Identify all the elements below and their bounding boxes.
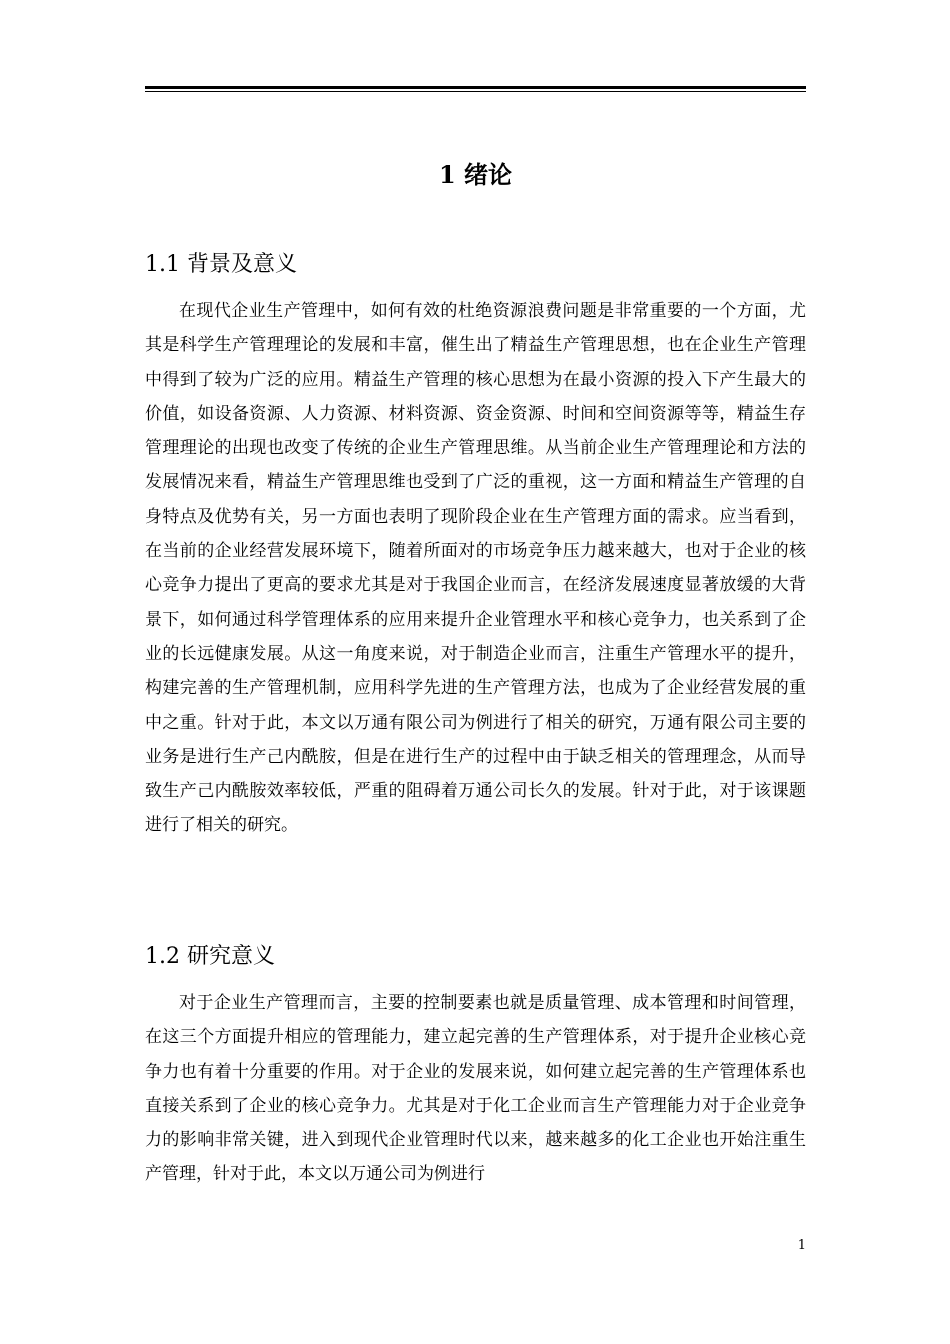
section-paragraph-significance: 对于企业生产管理而言，主要的控制要素也就是质量管理、成本管理和时间管理，在这三个方面提升相应的管理能力，建立起完善的生产管理体系，对于提升企业核心竞争力也有着十分重要的作用。对于企业的发展来说，如何建立起完善的生产管理体系也直接关系到了企业的核心竞争力。尤其是对于化工企业而言生产管理能力对于企业竞争力的影响非常关键，进入到现代企业管理时代以来，越来越多的化工企业也开始注重生产管理，针对于此，本文以万通公司为例进行 xyxy=(145,993,806,1185)
header-rule-thin xyxy=(145,91,806,92)
page-number: 1 xyxy=(797,1238,806,1253)
section-heading-background: 1.1 背景及意义 xyxy=(145,252,297,277)
chapter-title: 1 绪论 xyxy=(438,160,513,189)
section-heading-significance: 1.2 研究意义 xyxy=(145,944,275,969)
section-paragraph-background: 在现代企业生产管理中，如何有效的杜绝资源浪费问题是非常重要的一个方面，尤其是科学生产管理理论的发展和丰富，催生出了精益生产管理思想，也在企业生产管理中得到了较为广泛的应用。精益生产管理的核心思想为在最小资源的投入下产生最大的价值，如设备资源、人力资源、材料资源、资金资源、时间和空间资源等等，精益生存管理理论的出现也改变了传统的企业生产管理思维。从当前企业生产管理理论和方法的发展情况来看，精益生产管理思维也受到了广泛的重视，这一方面和精益生产管理的自身特点及优势有关，另一方面也表明了现阶段企业在生产管理方面的需求。应当看到，在当前的企业经营发展环境下，随着所面对的市场竞争压力越来越大，也对于企业的核心竞争力提出了更高的要求尤其是对于我国企业而言，在经济发展速度显著放缓的大背景下，如何通过科学管理体系的应用来提升企业管理水平和核心竞争力，也关系到了企业的长远健康发展。从这一角度来说，对于制造企业而言，注重生产管理水平的提升，构建完善的生产管理机制，应用科学先进的生产管理方法，也成为了企业经营发展的重中之重。针对于此，本文以万通有限公司为例进行了相关的研究，万通有限公司主要的业务是进行生产己内酰胺，但是在进行生产的过程中由于缺乏相关的管理理念，从而导致生产己内酰胺效率较低，严重的阻碍着万通公司长久的发展。针对于此，对于该课题进行了相关的研究。 xyxy=(145,301,806,836)
header-rule-thick xyxy=(145,86,806,89)
